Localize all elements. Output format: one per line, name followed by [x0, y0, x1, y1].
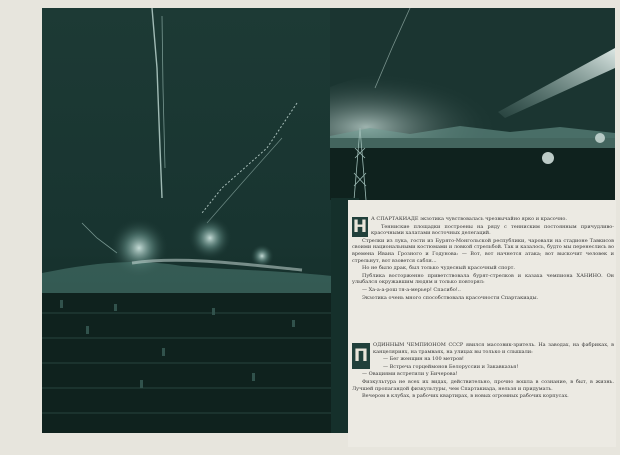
- article-exotica-para-4: Но не было драк, был только чудесный красочный спорт.: [362, 265, 516, 272]
- article-exotica-para-5: Публика восторженно приветствовала бурят-стрелков и казаха чемпиона ХАНИНО. Он улыбался окружавшим людям и только повторял:: [352, 272, 614, 286]
- article-exotica-para-7: Экзотика очень много способствовала красочности Спартакиады.: [362, 294, 539, 301]
- article-exotica-para-6: — Ха-а-а-рош тя-а-мерьер! Спасибо!..: [362, 286, 461, 293]
- article-champion-para-2: — Бег женщин на 100 метров!: [383, 356, 464, 363]
- article-exotica: [352, 216, 614, 302]
- article-exotica-para-1: А СПАРТАКИАДЕ экзотика чувствовалась чрезвычайно ярко и красочно.: [371, 216, 568, 222]
- article-exotica-para-3: Стрелки из лука, гости из Бурято-Монгольской республики, чаровали на стадионе Тавкисов своими национальными костюмами и ловкой стрельбой. Так и казалось, будто мы перенеслись во времена Ивана Грозного и Годунова: — Вот, вот начнется атака; вот выскочит человек и стрельнут, вот взовется сабля...: [352, 237, 614, 264]
- searchlight-photo-art: [330, 8, 615, 200]
- fireworks-photo-art: [42, 8, 332, 433]
- article-champion-para-1: ОДИННЫМ ЧЕМПИОНОМ СССР явился массовик-зритель. На заводах, на фабриках, в канцеляриях, на трамваях, на улицах вы только и слышали:: [373, 342, 614, 355]
- article-champion: [352, 342, 614, 401]
- article-champion-para-3: — Встреча горцеймонов Белоруссии и Закавказья!: [383, 363, 519, 370]
- article-panel: [348, 200, 616, 447]
- article-exotica-para-2: Тенниские площадки построены на ряду с тенниским постоянным причудливо-красочными халатами восточных делегаций.: [371, 223, 614, 237]
- article-champion-para-6: Вечером в клубах, в рабочих квартирах, в новых огромных рабочих корпусах.: [362, 393, 569, 400]
- article-champion-para-4: — Овациями встретили у Бичерова!: [362, 371, 458, 378]
- article-champion-dropcap: П: [352, 343, 370, 369]
- article-champion-para-5: Физкультура не всех их видах, действительно, прочно вошла в сознание, в быт, в жизнь. Лучшей пропагандой физкультуры, чем Спартакиада, нельзя и придумать.: [352, 378, 614, 392]
- fireworks-photo: [42, 8, 332, 433]
- article-exotica-dropcap: Н: [352, 217, 368, 237]
- searchlight-photo: [330, 8, 615, 200]
